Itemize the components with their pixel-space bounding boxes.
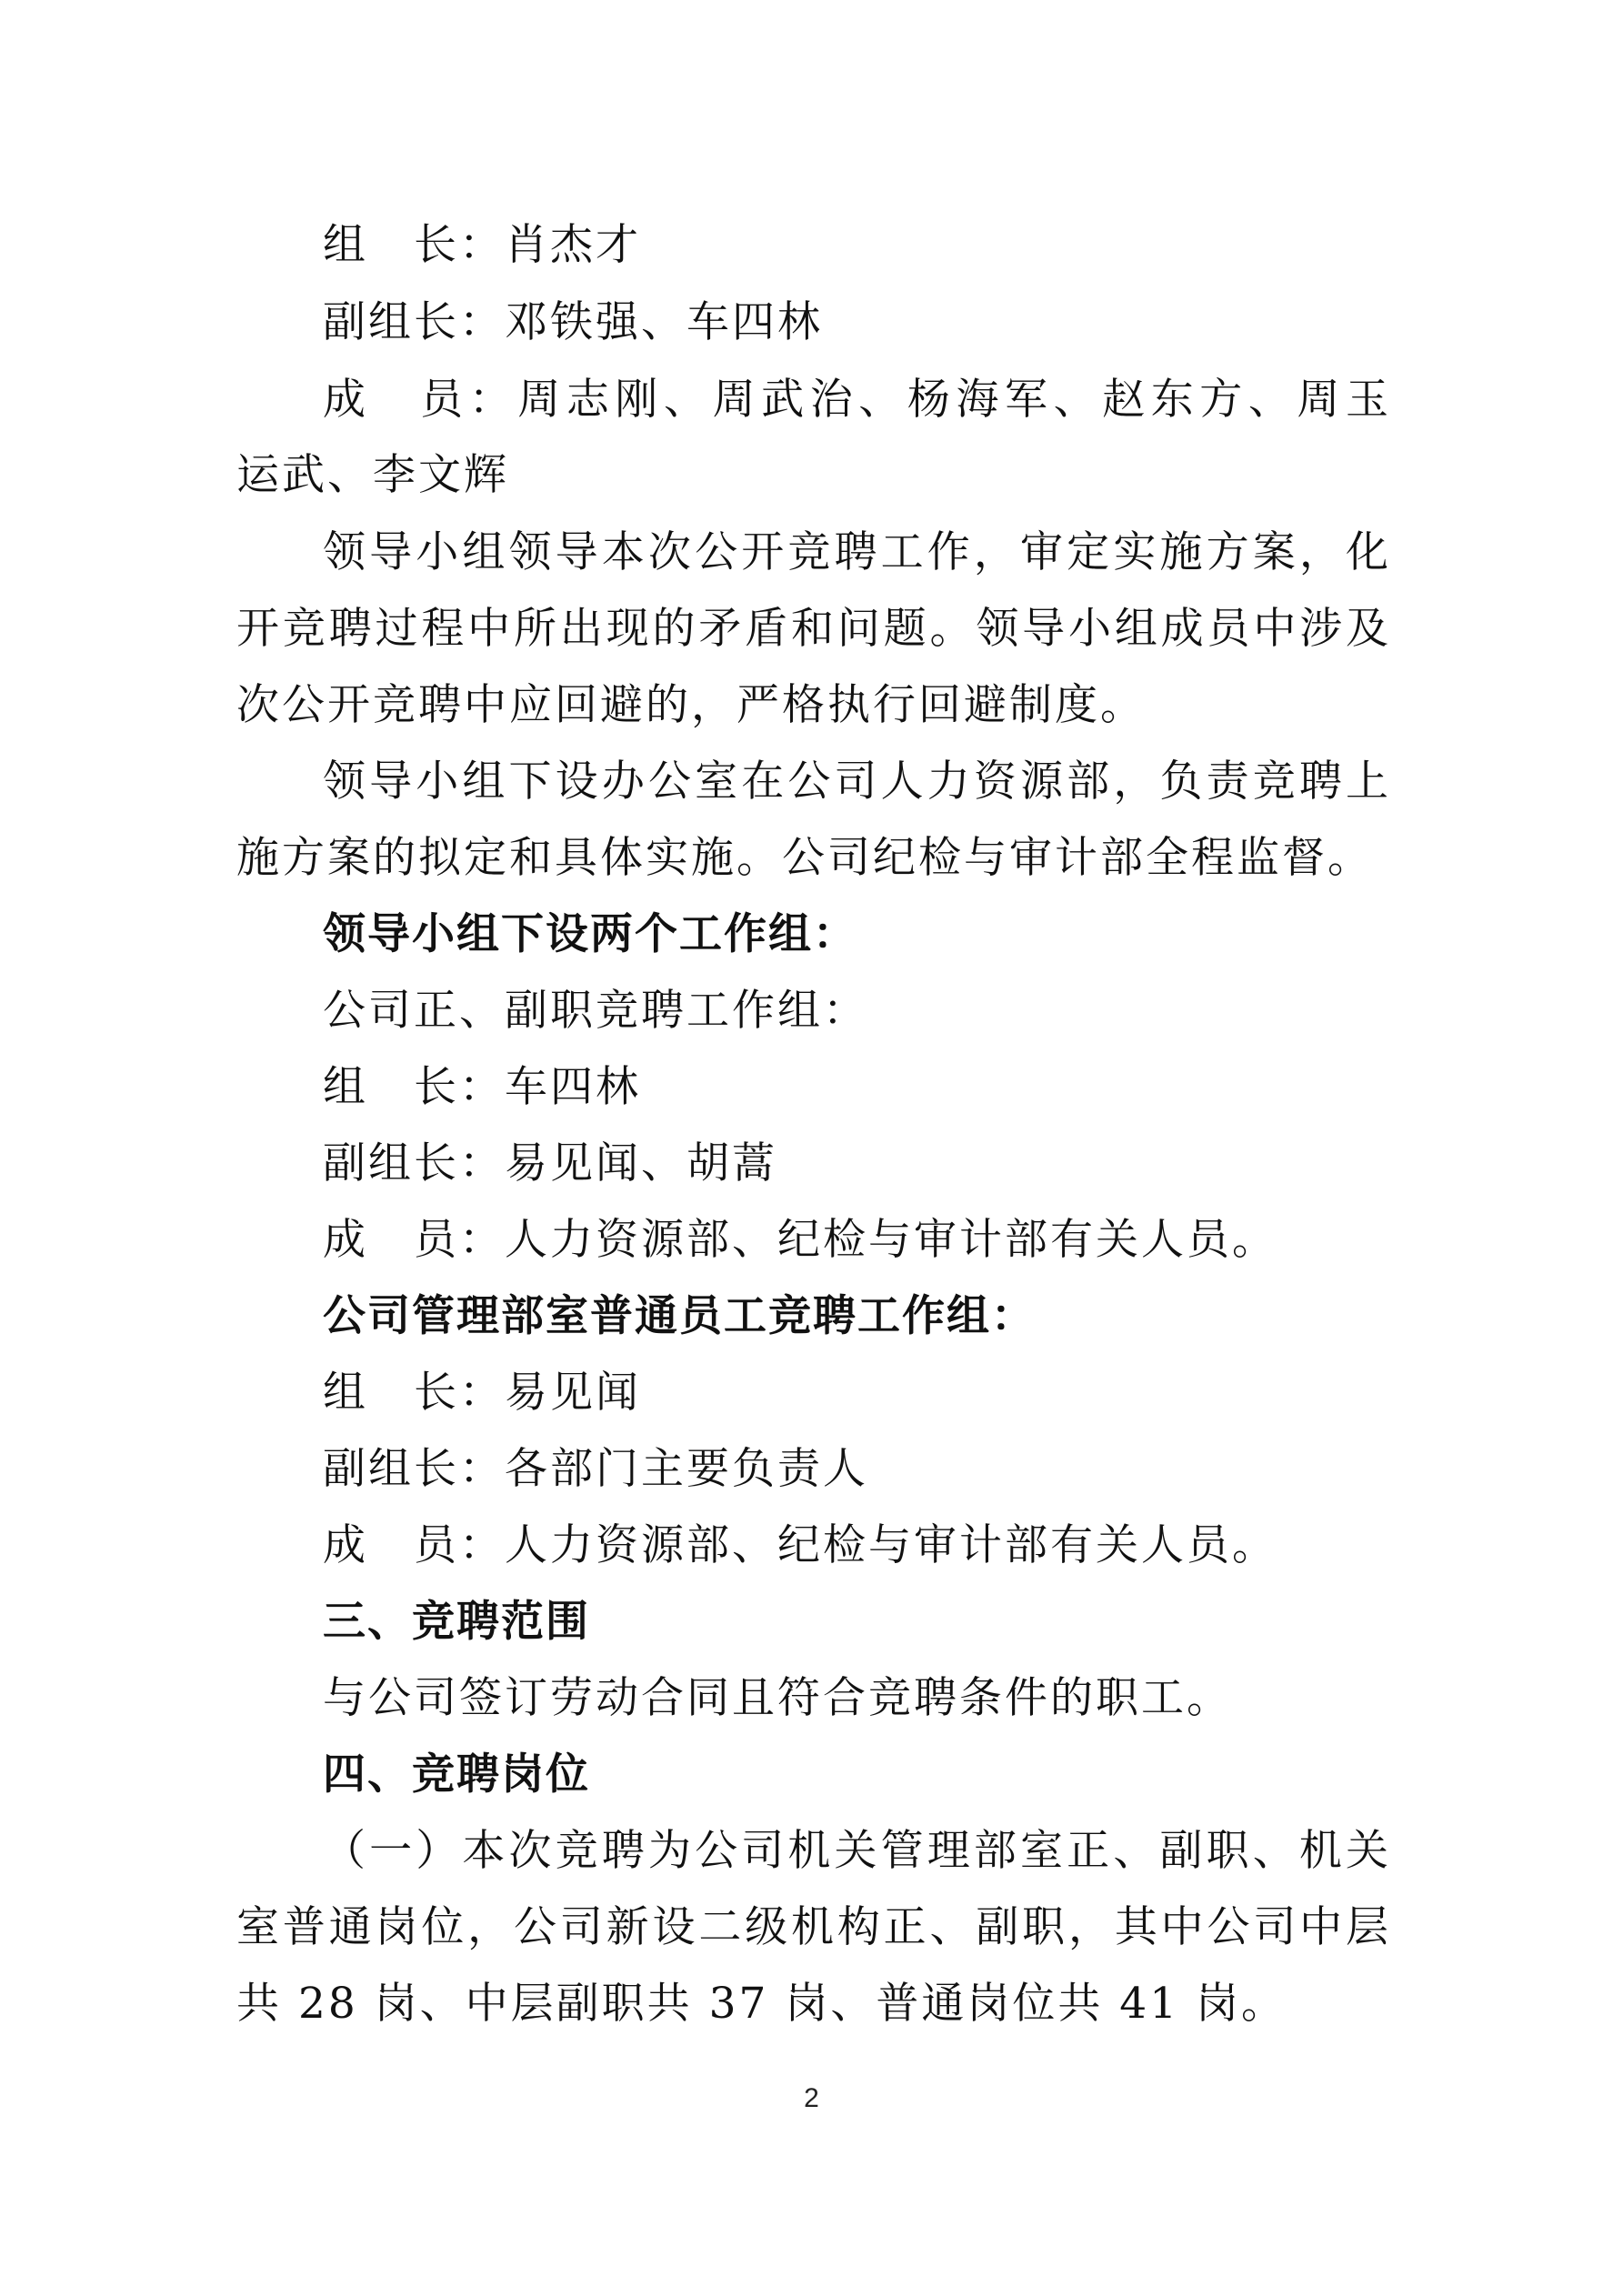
staff-group-deputy-line: 副组长：各部门主要负责人 <box>323 1444 868 1494</box>
leader-group-head-line: 组 长：肖杰才 <box>323 220 641 270</box>
page-number: 2 <box>804 2083 819 2113</box>
leader-group-members-line-2: 运武、李文辉 <box>236 450 509 500</box>
leader-group-duty-line-2: 开竞聘过程中所出现的矛盾和问题。领导小组成员中涉及 <box>236 604 1391 654</box>
senior-group-title: 公司正、副职竞聘工作组： <box>323 986 868 1036</box>
leader-group-deputy-line: 副组长：邓铁强、车四林 <box>323 297 823 347</box>
section-4-heading: 四、竞聘岗位 <box>323 1750 590 1800</box>
work-groups-heading: 领导小组下设两个工作组： <box>323 909 857 959</box>
senior-group-head-line: 组 长：车四林 <box>323 1062 641 1112</box>
senior-group-members-line: 成 员：人力资源部、纪检与审计部有关人员。 <box>323 1215 1277 1265</box>
section-3-body: 与公司签订劳动合同且符合竞聘条件的职工。 <box>323 1673 1232 1723</box>
leader-group-members-line-1: 成 员：周志刚、周武治、杨海军、赵东方、周玉 <box>323 375 1391 425</box>
staff-group-title: 公司管理部室普通员工竞聘工作组： <box>323 1291 1036 1341</box>
staff-group-members-line: 成 员：人力资源部、纪检与审计部有关人员。 <box>323 1520 1277 1570</box>
section-4-body-line-1: （一）本次竞聘为公司机关管理部室正、副职、机关 <box>323 1826 1391 1876</box>
staff-group-head-line: 组 长：易见闻 <box>323 1368 641 1418</box>
leader-group-duty-line-3: 次公开竞聘中应回避的，严格执行回避制度。 <box>236 680 1146 730</box>
leader-group-duty-line-1: 领导小组领导本次公开竞聘工作，审定实施方案，化 <box>323 527 1391 577</box>
section-4-body-line-3: 共 28 岗、中层副职共 37 岗、普通岗位共 41 岗。 <box>236 1979 1287 2029</box>
office-setup-line-2: 施方案的拟定和具体实施。公司纪检与审计部全程监督。 <box>236 833 1373 883</box>
section-3-heading: 三、竞聘范围 <box>323 1597 590 1647</box>
office-setup-line-1: 领导小组下设办公室在公司人力资源部，负责竞聘上 <box>323 757 1391 807</box>
section-4-body-line-2: 室普通岗位，公司新设二级机构正、副职，其中公司中层 <box>236 1902 1391 1952</box>
senior-group-deputy-line: 副组长：易见闻、胡蒿 <box>323 1138 777 1188</box>
